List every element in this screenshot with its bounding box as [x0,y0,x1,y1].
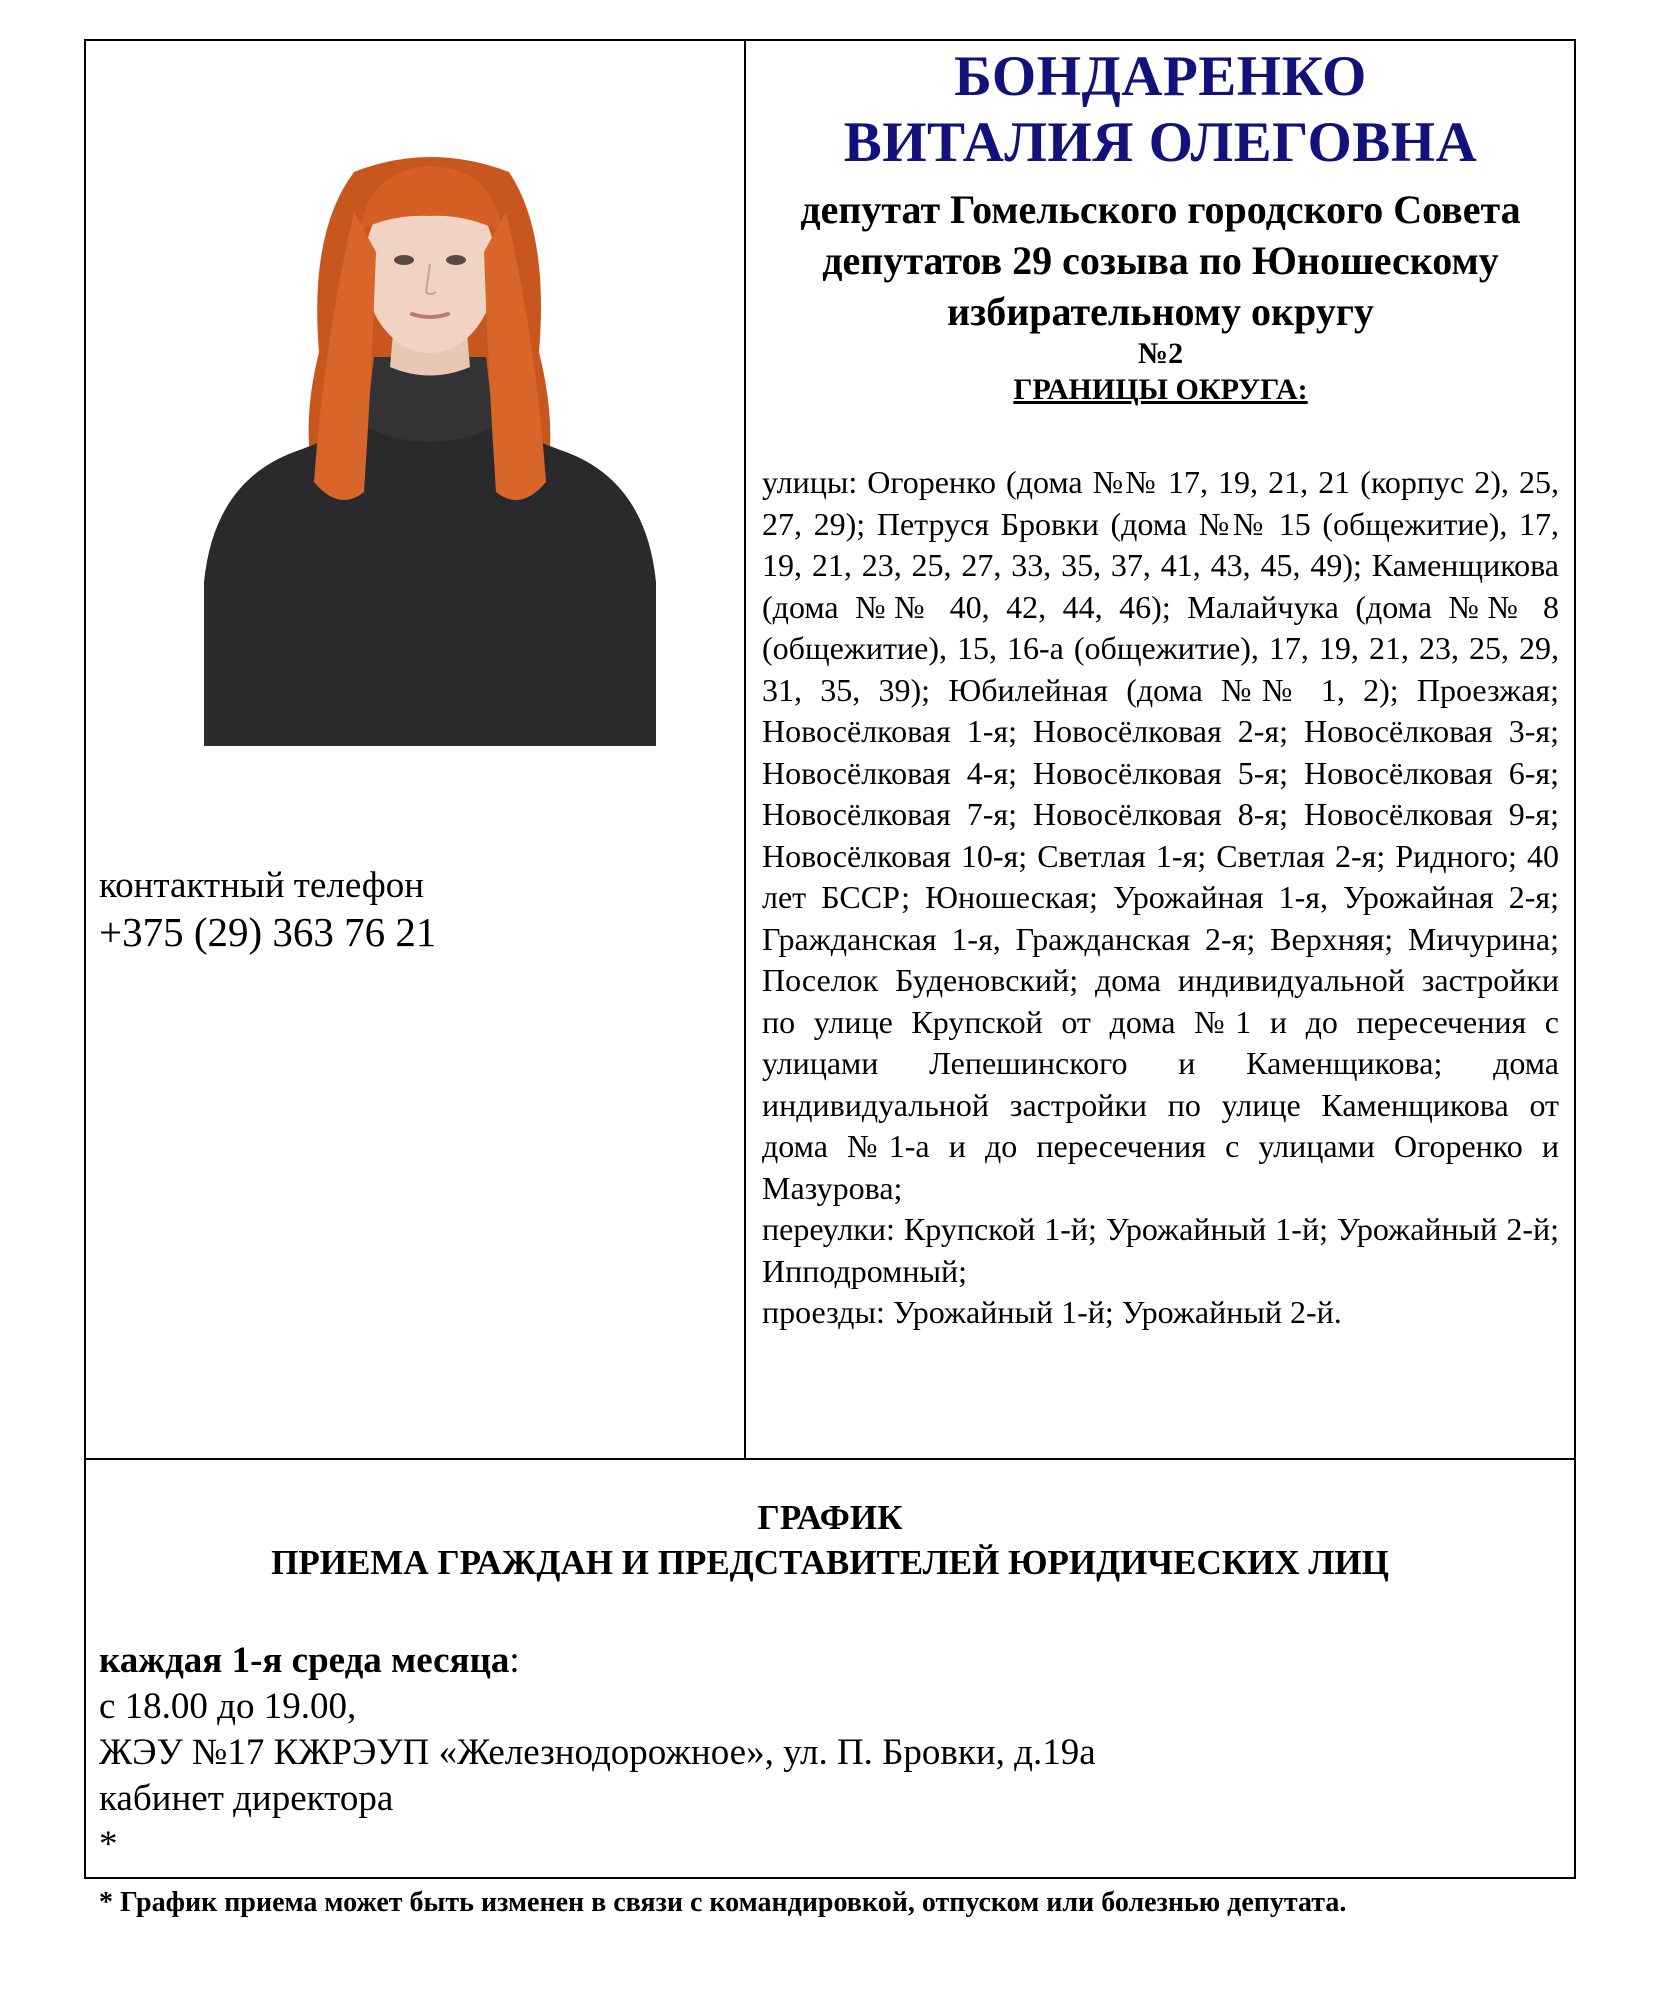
schedule-details [99,1638,1549,1868]
deputy-header [762,44,1559,409]
schedule-day-line [99,1638,1549,1684]
deputy-surname: БОНДАРЕНКО [954,45,1367,108]
district-number: №2 [1137,337,1184,370]
contact-label: контактный телефон [99,865,425,906]
lanes-list: переулки: Крупской 1-й; Урожайный 1-й; Урожайный 2-й; Ипподромный; [762,1211,1559,1289]
schedule-day: каждая 1-я среда месяца [99,1640,510,1681]
streets-list: улицы: Огоренко (дома №№ 17, 19, 21, 21 (корпус 2), 25, 27, 29); Петруся Бровки (дома №№ 15 (общежитие), 17, 19, 21, 23, 25, 27, 33, 35, 37, 41, 43, 45, 49); Каменщикова (дома №№ 40, 42, 44, 46); Малайчука (дома №№ 8 (общежитие), 15, 16-а (общежитие), 17, 19, 21, 23, 25, 29, 31, 35, 39); Юбилейная (дома №№ 1, 2); Проезжая; Новосёлковая 1-я; Новосёлковая 2-я; Новосёлковая 3-я; Новосёлковая 4-я; Новосёлковая 5-я; Новосёлковая 6-я; Новосёлковая 7-я; Новосёлковая 8-я; Новосёлковая 9-я; Новосёлковая 10-я; Светлая 1-я; Светлая 2-я; Ридного; 40 лет БССР; Юношеская; Урожайная 1-я, Урожайная 2-я; Гражданская 1-я, Гражданская 2-я; Верхняя; Мичурина; Поселок Буденовский; дома индивидуальной застройки по улице Крупской от дома №1 и до пересечения с улицами Лепешинского и Каменщикова; дома индивидуальной застройки по улице Каменщикова от дома №1-а и до пересечения с улицами Огоренко и Мазурова; [762,464,1559,1206]
deputy-role: депутат Гомельского городского Совета депутатов 29 созыва по Юношескому избирательному округу [800,187,1521,334]
schedule-time: с 18.00 до 19.00, [99,1686,357,1727]
contact-block [99,864,719,956]
deputy-photo [204,152,656,746]
section-divider [84,1458,1576,1460]
contact-phone[interactable]: +375 (29) 363 76 21 [99,909,437,955]
schedule-subtitle: ПРИЕМА ГРАЖДАН И ПРЕДСТАВИТЕЛЕЙ ЮРИДИЧЕСКИХ ЛИЦ [271,1543,1389,1582]
borders-title: ГРАНИЦЫ ОКРУГА: [1013,373,1308,406]
schedule-place: ЖЭУ №17 КЖРЭУП «Железнодорожное», ул. П. Бровки, д.19а [99,1732,1096,1773]
column-divider [744,39,746,1459]
schedule-day-colon: : [509,1640,520,1681]
schedule-title: ГРАФИК [757,1498,903,1537]
schedule-room: кабинет директора [99,1778,394,1819]
district-streets [762,462,1559,1334]
deputy-given-names: ВИТАЛИЯ ОЛЕГОВНА [843,111,1478,174]
schedule-header [84,1495,1576,1585]
footnote: * График приема может быть изменен в связи с командировкой, отпуском или болезнью депутата. [99,1887,1347,1918]
schedule-asterisk: * [99,1824,118,1865]
passages-list: проезды: Урожайный 1-й; Урожайный 2-й. [762,1294,1342,1330]
